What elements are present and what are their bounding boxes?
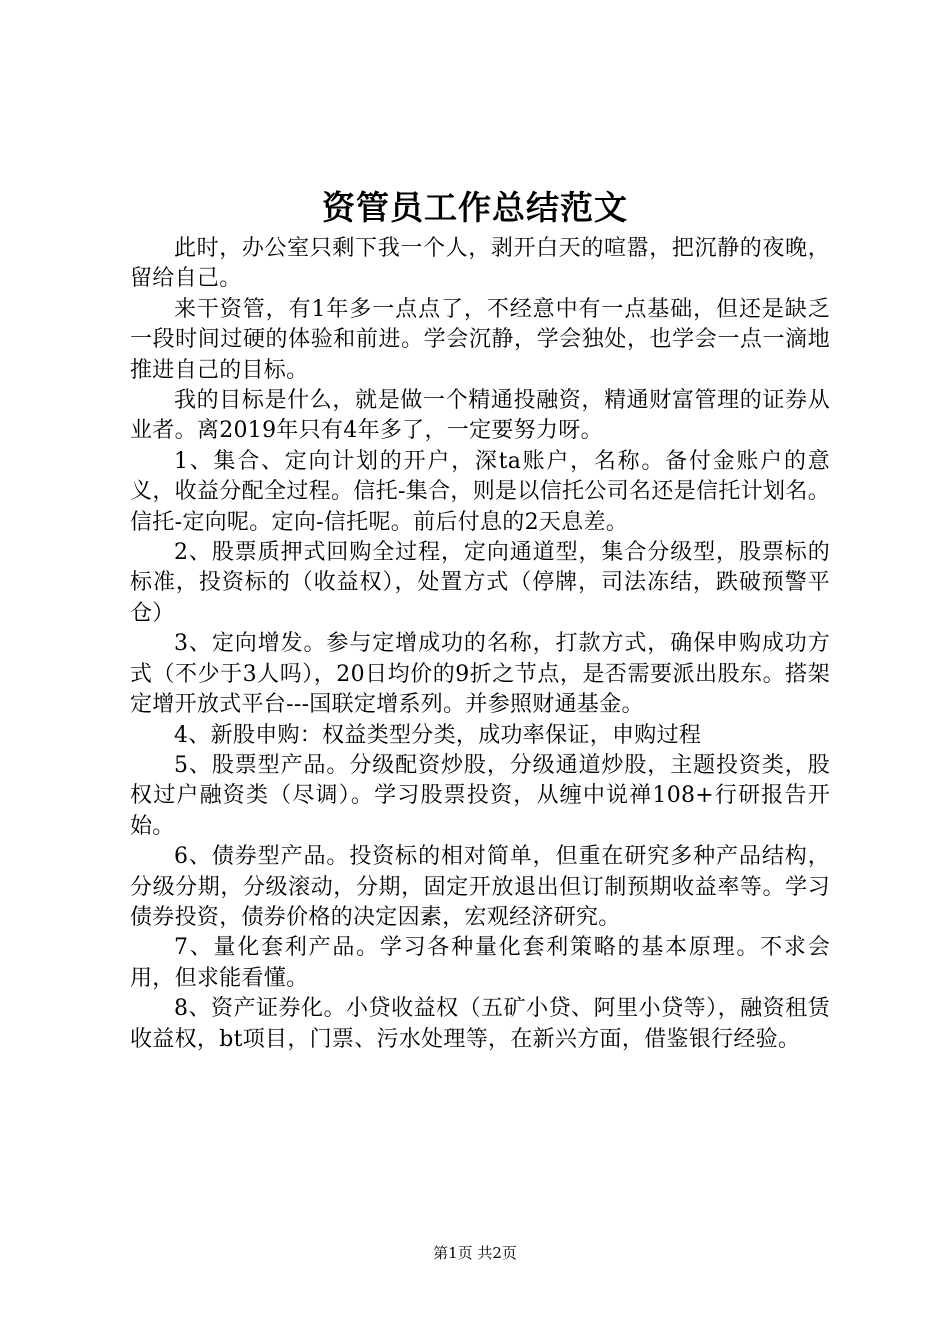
paragraph: 2、股票质押式回购全过程，定向通道型，集合分级型，股票标的标准，投资标的（收益权），处置方式（停牌，司法冻结，跌破预警平仓） [130,540,830,626]
paragraph: 6、债券型产品。投资标的相对简单，但重在研究多种产品结构，分级分期，分级滚动，分期，固定开放退出但订制预期收益率等。学习债券投资，债券价格的决定因素，宏观经济研究。 [130,844,830,930]
paragraph: 我的目标是什么，就是做一个精通投融资，精通财富管理的证券从业者。离2019年只有4年多了，一定要努力呀。 [130,388,830,444]
paragraph: 5、股票型产品。分级配资炒股，分级通道炒股，主题投资类，股权过户融资类（尽调）。学习股票投资，从缠中说禅108+行研报告开始。 [130,752,830,839]
paragraph: 7、量化套利产品。学习各种量化套利策略的基本原理。不求会用，但求能看懂。 [130,935,830,991]
paragraph: 3、定向增发。参与定增成功的名称，打款方式，确保申购成功方式（不少于3人吗），20日均价的9折之节点，是否需要派出股东。搭架定增开放式平台---国联定增系列。并参照财通基金。 [130,631,830,718]
paragraph: 1、集合、定向计划的开户，深ta账户，名称。备付金账户的意义，收益分配全过程。信托-集合，则是以信托公司名还是信托计划名。信托-定向呢。定向-信托呢。前后付息的2天息差。 [130,448,830,535]
paragraph: 此时，办公室只剩下我一个人，剥开白天的喧嚣，把沉静的夜晚，留给自己。 [130,236,830,292]
document-body [130,234,830,1055]
paragraph: 8、资产证券化。小贷收益权（五矿小贷、阿里小贷等），融资租赁收益权，bt项目，门票、污水处理等，在新兴方面，借鉴银行经验。 [130,996,830,1052]
document-title: 资管员工作总结范文 [322,188,628,227]
paragraph: 来干资管，有1年多一点点了，不经意中有一点基础，但还是缺乏一段时间过硬的体验和前进。学会沉静，学会独处，也学会一点一滴地推进自己的目标。 [130,296,830,383]
paragraph: 4、新股申购：权益类型分类，成功率保证，申购过程 [174,722,702,748]
page-number: 第1页 共2页 [433,1244,517,1262]
